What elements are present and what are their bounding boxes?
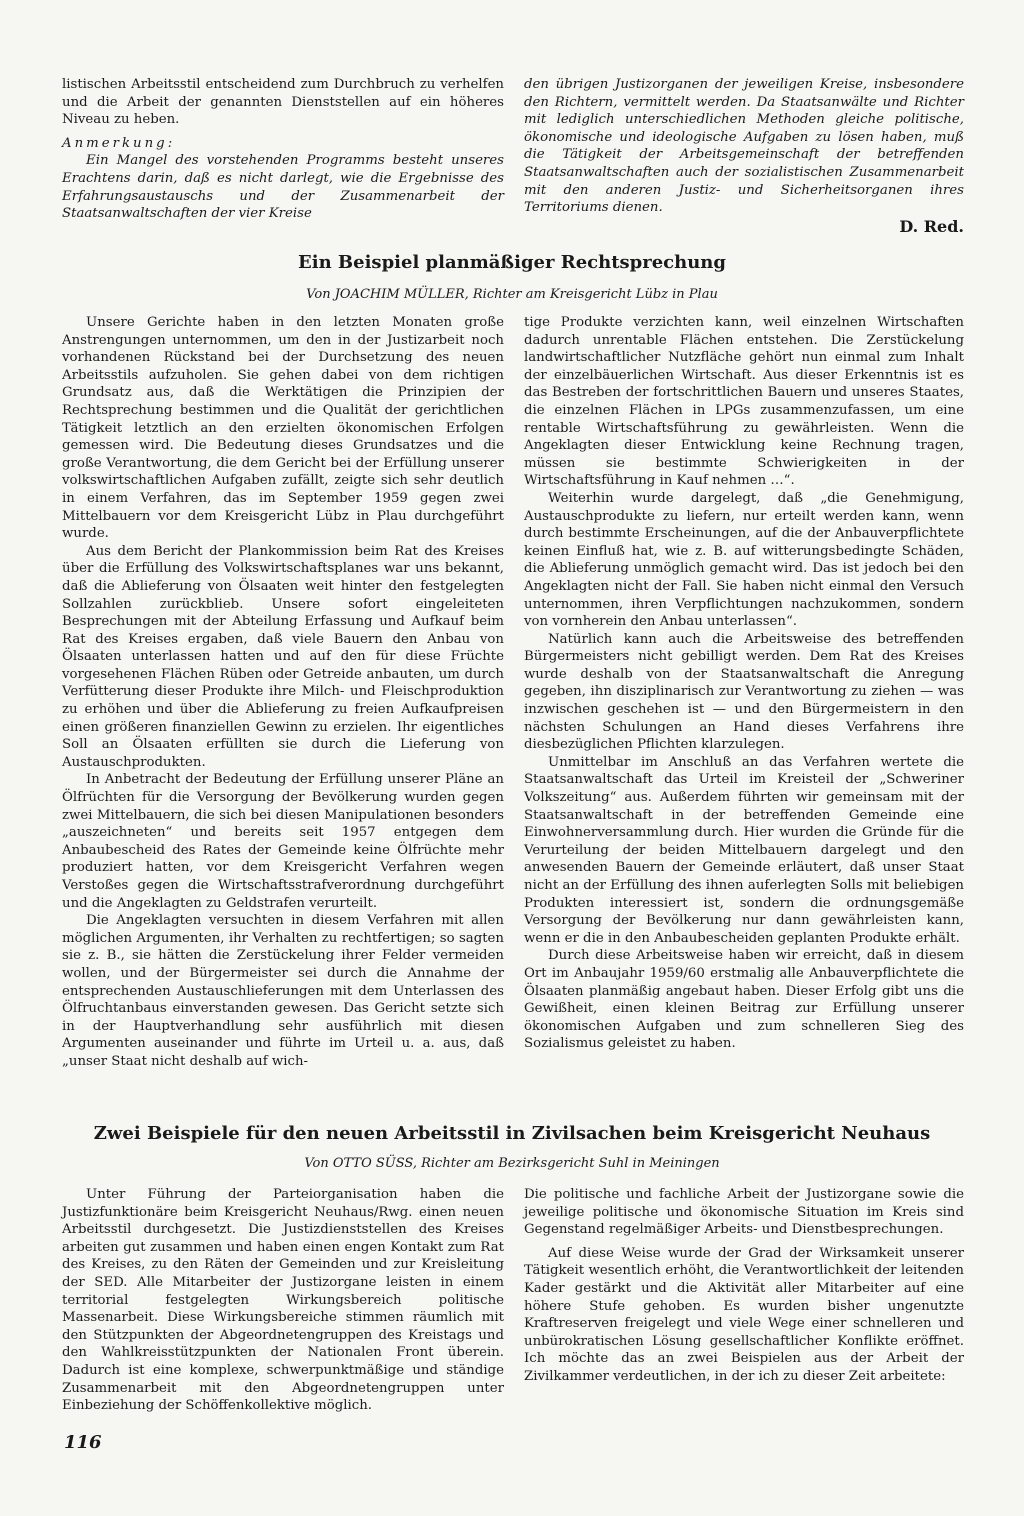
article1-paragraph: Unmittelbar im Anschluß an das Verfahren wertete die Staatsanwaltschaft das Urteil im Kreisteil der „Schweriner Volkszeitung“ aus. Außerdem führten wir gemeinsam mit der Staatsanwaltschaft in der betreffenden Gemeinde eine Einwohnerversammlung durch. Hier wurden die Gründe für die Verurteilung der beiden Mittelbauern dargelegt und den anwesenden Bauern der Gemeinde erläutert, daß unser Staat nicht an der Erfüllung des ihnen auferlegten Solls mit beliebigen Produkten interessiert ist, sondern die ordnungsgemäße Versorgung der Bevölkerung nur dann gewährleisten kann, wenn er die in den Anbaubescheiden geplanten Produkte erhält.	[524, 754, 964, 946]
article1-paragraph: Durch diese Arbeitsweise haben wir erreicht, daß in diesem Ort im Anbaujahr 1959/60 erstmalig alle Anbauverpflichtete die Ölsaaten planmäßig angebaut haben. Dieser Erfolg gibt uns die Gewißheit, einen kleinen Beitrag zur Erfüllung unserer ökonomischen Aufgaben und zum schnelleren Sieg des Sozialismus geleistet zu haben.	[524, 948, 964, 1052]
continuation-paragraph: listischen Arbeitsstil entscheidend zum Durchbruch zu verhelfen und die Arbeit der genannten Dienststellen auf ein höheres Niveau zu heben.	[62, 77, 504, 128]
article1-byline: Von JOACHIM MÜLLER, Richter am Kreisgericht Lübz in Plau	[306, 287, 718, 302]
editorial-note-left: Ein Mangel des vorstehenden Programms besteht unseres Erachtens darin, daß es nicht darlegt, wie die Ergebnisse des Erfahrungsaustauschs und der Zusammenarbeit der Staatsanwaltschaften der vier Kreise	[62, 153, 504, 222]
article2-title: Zwei Beispiele für den neuen Arbeitsstil in Zivilsachen beim Kreisgericht Neuhaus	[93, 1123, 931, 1144]
article1-paragraph: Weiterhin wurde dargelegt, daß „die Genehmigung, Austauschprodukte zu liefern, nur erteilt werden kann, wenn durch bestimmte Erscheinungen, auf die der Anbauverpflichtete keinen Einfluß hat, wie z. B. auf witterungsbedingte Schäden, die Ablieferung unmöglich gemacht wird. Das ist jedoch bei den Angeklagten nicht der Fall. Sie haben nicht einmal den Versuch unternommen, ihren Verpflichtungen nachzukommen, sondern von vornherein den Anbau unterlassen“.	[524, 490, 964, 630]
article2-paragraph: Unter Führung der Parteiorganisation haben die Justizfunktionäre beim Kreisgericht Neuhaus/Rwg. einen neuen Arbeitsstil durchgesetzt. Die Justizdienststellen des Kreises arbeiten gut zusammen und haben einen engen Kontakt zum Rat des Kreises, zu den Räten der Gemeinden und zur Kreisleitung der SED. Alle Mitarbeiter der Justizorgane leisten in einem territorial festgelegten Wirkungsbereich politische Massenarbeit. Diese Wirkungsbereiche stimmen räumlich mit den Stützpunkten der Abgeordnetengruppen des Kreistags und den Wahlkreisstützpunkten der Nationalen Front überein. Dadurch ist eine komplexe, schwerpunktmäßige und ständige Zusammenarbeit mit den Abgeordnetengruppen unter Einbeziehung der Schöffenkollektive möglich.	[62, 1187, 504, 1414]
article2-paragraph: Auf diese Weise wurde der Grad der Wirksamkeit unserer Tätigkeit wesentlich erhöht, die Verantwortlichkeit der leitenden Kader gestärkt und die Aktivität aller Mitarbeiter auf eine höhere Stufe gehoben. Es wurden bisher ungenutzte Kraftreserven freigelegt und viele Wege einer schnelleren und unbürokratischen Lösung gesellschaftlicher Konflikte eröffnet. Ich möchte das an zwei Beispielen aus der Arbeit der Zivilkammer verdeutlichen, in der ich zu dieser Zeit arbeitete:	[524, 1245, 964, 1384]
editorial-signature: D. Red.	[899, 216, 964, 236]
article1-paragraph: Aus dem Bericht der Plankommission beim Rat des Kreises über die Erfüllung des Volkswirtschaftsplanes war uns bekannt, daß die Ablieferung von Ölsaaten weit hinter den festgelegten Sollzahlen zurückblieb. Unsere sofort eingeleiteten Besprechungen mit der Abteilung Erfassung und Aufkauf beim Rat des Kreises ergaben, daß viele Bauern den Anbau von Ölsaaten unterlassen hatten und auf den für diese Früchte vorgesehenen Flächen Rüben oder Getreide anbauten, um durch Verfütterung dieser Produkte ihre Milch- und Fleischproduktion zu erhöhen und über die Ablieferung zu freien Aufkaufpreisen einen größeren finanziellen Gewinn zu erzielen. Ihr eigentliches Soll an Ölsaaten erfüllten sie durch die Lieferung von Austauschprodukten.	[62, 543, 504, 770]
note-heading: Anmerkung:	[62, 135, 176, 151]
article1-paragraph: tige Produkte verzichten kann, weil einzelnen Wirtschaften dadurch unrentable Flächen entstehen. Die Zerstückelung landwirtschaftlicher Nutzfläche gehört nun einmal zum Inhalt der einzelbäuerlichen Wirtschaft. Aus dieser Erkenntnis ist es das Bestreben der fortschrittlichen Bauern und unseres Staates, die einzelnen Flächen in LPGs zusammenzufassen, um eine rentable Wirtschaftsführung zu gewährleisten. Wenn die Angeklagten dieser Entwicklung keine Rechnung tragen, müssen sie bestimmte Schwierigkeiten in der Wirtschaftsführung in Kauf nehmen …“.	[524, 315, 964, 489]
article2-byline: Von OTTO SÜSS, Richter am Bezirksgericht Suhl in Meiningen	[304, 1156, 720, 1171]
top-left-column	[62, 76, 504, 223]
article2-left-column	[62, 1186, 504, 1415]
page-number: 116	[64, 1432, 102, 1453]
article1-left-column	[62, 314, 504, 1071]
article1-paragraph: Unsere Gerichte haben in den letzten Monaten große Anstrengungen unternommen, um den in der Justizarbeit noch vorhandenen Rückstand bei der Durchsetzung des neuen Arbeitsstils aufzuholen. Sie gehen dabei von dem richtigen Grundsatz aus, daß die Werktätigen die Prinzipien der Rechtsprechung bestimmen und die Qualität der gerichtlichen Tätigkeit letztlich an den erzielten ökonomischen Erfolgen gemessen wird. Die Bedeutung dieses Grundsatzes und die große Verantwortung, die dem Gericht bei der Erfüllung unserer volkswirtschaftlichen Aufgaben zufällt, zeigte sich sehr deutlich in einem Verfahren, das im September 1959 gegen zwei Mittelbauern vor dem Kreisgericht Lübz in Plau durchgeführt wurde.	[62, 315, 504, 542]
article1-paragraph: Natürlich kann auch die Arbeitsweise des betreffenden Bürgermeisters nicht gebilligt werden. Dem Rat des Kreises wurde deshalb von der Staatsanwaltschaft die Anregung gegeben, ihn disziplinarisch zur Verantwortung zu ziehen — was inzwischen geschehen ist — und den Bürgermeistern in den nächsten Schulungen an Hand dieses Verfahrens ihre diesbezüglichen Pflichten klarzulegen.	[524, 631, 964, 753]
article1-paragraph: In Anbetracht der Bedeutung der Erfüllung unserer Pläne an Ölfrüchten für die Versorgung der Bevölkerung wurden gegen zwei Mittelbauern, die sich bei diesen Manipulationen besonders „auszeichneten“ und bereits seit 1957 entgegen dem Anbaubescheid des Rates der Gemeinde keine Ölfrüchte mehr produziert hatten, vor dem Kreisgericht Verfahren wegen Verstoßes gegen die Wirtschaftsstrafverordnung durchgeführt und die Angeklagten zu Geldstrafen verurteilt.	[62, 772, 504, 911]
article1-title: Ein Beispiel planmäßiger Rechtsprechung	[298, 252, 726, 273]
article2-paragraph: Die politische und fachliche Arbeit der Justizorgane sowie die jeweilige politische und ökonomische Situation im Kreis sind Gegenstand regelmäßiger Arbeits- und Dienstbesprechungen.	[524, 1187, 964, 1238]
article1-right-column	[524, 314, 964, 1053]
top-right-column	[524, 76, 964, 236]
editorial-note-right: den übrigen Justizorganen der jeweiligen Kreise, insbesondere den Richtern, vermittelt werden. Da Staatsanwälte und Richter mit lediglich unterschiedlichen Methoden gleiche politische, ökonomische und ideologische Aufgaben zu lösen haben, muß die Tätigkeit der Arbeitsgemeinschaft der betreffenden Staatsanwaltschaften auch der sozialistischen Zusammenarbeit mit den anderen Justiz- und Sicherheitsorganen ihres Territoriums dienen.	[524, 77, 964, 216]
article1-paragraph: Die Angeklagten versuchten in diesem Verfahren mit allen möglichen Argumenten, ihr Verhalten zu rechtfertigen; so sagten sie z. B., sie hätten die Zerstückelung ihrer Felder vermeiden wollen, und der Bürgermeister sei durch die Annahme der entsprechenden Austauschlieferungen mit dem Unterlassen des Ölfruchtanbaus einverstanden gewesen. Das Gericht setzte sich in der Hauptverhandlung sehr ausführlich mit diesen Argumenten auseinander und führte im Urteil u. a. aus, daß „unser Staat nicht deshalb auf wich-	[62, 913, 504, 1069]
article2-right-column	[524, 1186, 964, 1386]
